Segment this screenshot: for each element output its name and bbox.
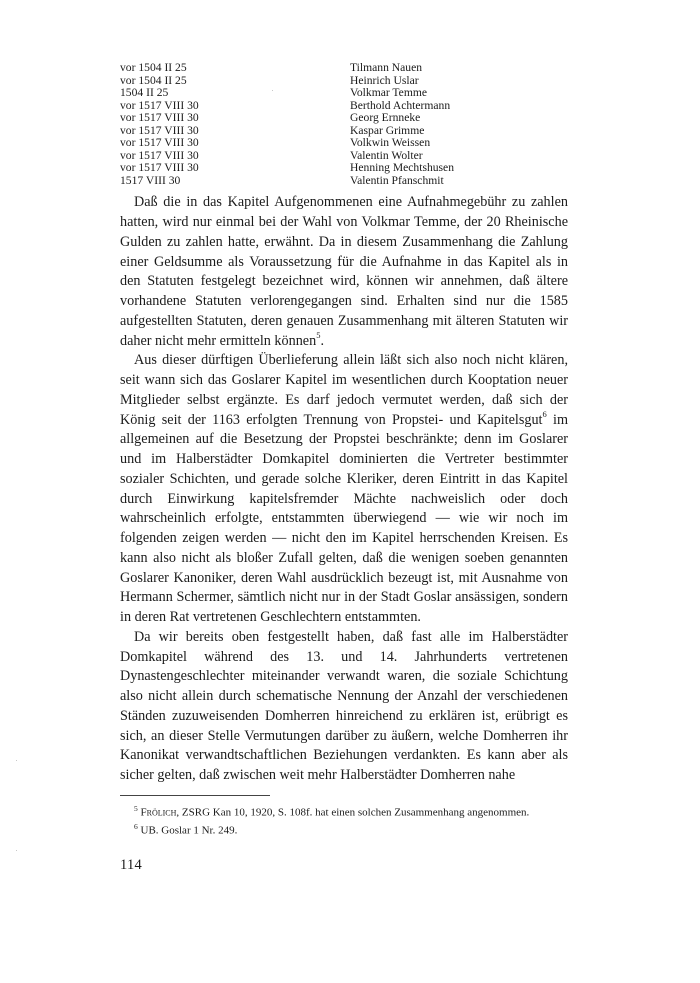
table-name: Berthold Achtermann (350, 98, 451, 112)
paragraph-2 (120, 351, 568, 628)
table-name: Tilmann Nauen (350, 61, 423, 74)
paragraph-1 (120, 193, 568, 351)
table-date: vor 1517 VIII 30 (120, 136, 199, 150)
table-name: Volkmar Temme (350, 86, 428, 100)
table-row (120, 87, 568, 100)
table-date: vor 1504 II 25 (120, 73, 187, 87)
paragraph-1-text: Daß die in das Kapitel Aufgenommenen eine Aufnahmegebühr zu zahlen hatten, wird nur einmal bei der Wahl von Volkmar Temme, der 20 Rheinische Gulden zu zahlen hatte, erwähnt. Da in diesem Zusammenhang die Zahlung einer Geldsumme als Voraussetzung für die Aufnahme in das Kapitel als in den Statuten festgelegt bezeichnet wird, können wir annehmen, daß ältere vorhandene Statuten verlorengegangen sind. Erhalten sind nur die 1585 aufgestellten Statuten, deren genauen Zusammenhang mit älteren Statuten wir daher nicht mehr ermitteln können (120, 194, 568, 349)
footnote-author: Frölich (140, 806, 177, 819)
table-row (120, 62, 568, 75)
table-row (120, 162, 568, 175)
footnotes (120, 802, 568, 837)
table-name: Valentin Wolter (350, 148, 423, 162)
table-name: Valentin Pfanschmit (350, 173, 444, 187)
table-date: 1517 VIII 30 (120, 173, 181, 187)
footnote-rule (120, 795, 270, 796)
table-row (120, 137, 568, 150)
paragraph-3: Da wir bereits oben festgestellt haben, daß fast alle im Halberstädter Domkapitel während des 13. und 14. Jahrhunderts vertretenen Dynastengeschlechter miteinander verwandt waren, die soziale Schichtung also nicht allein durch schematische Nennung der Anzahl der verschiedenen Ständen zuzuweisenden Domherren hinreichend zu erklären ist, erübrigt es sich, an dieser Stelle Vermutungen darüber zu äußern, welche Domherren ihr Kanonikat verwandtschaftlichen Beziehungen verdankten. Es kann aber als sicher gelten, daß zwischen weit mehr Halberstädter Domherren nahe (120, 628, 568, 784)
body-text (120, 193, 568, 786)
table-name: Georg Ernneke (350, 111, 421, 125)
scan-speck (272, 90, 273, 91)
footnote-6 (120, 820, 568, 838)
chronology-table (120, 62, 568, 187)
footnote-mark: 5 (134, 803, 138, 813)
footnote-mark: 6 (134, 821, 138, 831)
table-name: Kaspar Grimme (350, 123, 425, 137)
page-number: 114 (120, 857, 143, 874)
footnote-5 (120, 802, 568, 820)
table-name: Henning Mechtshusen (350, 161, 455, 175)
book-page (120, 62, 568, 874)
paragraph-2-text-b: im allgemeinen auf die Besetzung der Propstei beschränkte; denn im Goslarer und im Halberstädter Domkapitel dominierten die Vertreter bestimmter sozialer Schichten, und gerade solche Kleriker, deren Eintritt in das Kapitel durch Einwirkung kapitelsfremder Mächte nachweislich oder doch wahrscheinlich erfolgte, entstammten überwiegend — wie wir noch im folgenden zeigen werden — nicht den im Kapitel herrschenden Kreisen. Es kann also nicht als bloßer Zufall gelten, daß die wenigen soeben genannten Goslarer Kanoniker, deren Wahl ausdrücklich bezeugt ist, mit Ausnahme von Hermann Schermer, sämtlich nicht nur in der Stadt Goslar ansässigen, sondern in deren Rat vertretenen Geschlechtern entstammten. (120, 411, 568, 626)
paragraph-2-text-a: Aus dieser dürftigen Überlieferung allein läßt sich also noch nicht klären, seit wann sich das Goslarer Kapitel im wesentlichen durch Kooptation neuer Mitglieder selbst ergänzte. Es darf jedoch vermutet werden, daß sich der König seit der 1163 erfolgten Trennung von Propstei- und Kapitelsgut (120, 352, 568, 428)
table-row (120, 112, 568, 125)
table-date: vor 1517 VIII 30 (120, 111, 199, 125)
footnote-text: UB. Goslar 1 Nr. 249. (140, 824, 238, 837)
table-name: Volkwin Weissen (350, 136, 431, 150)
footnote-text: , ZSRG Kan 10, 1920, S. 108f. hat einen solchen Zusammenhang angenommen. (176, 806, 530, 819)
footnote-ref-6: 6 (542, 408, 547, 419)
table-name: Heinrich Uslar (350, 73, 419, 87)
footnote-ref-5: 5 (316, 329, 321, 340)
table-date: vor 1517 VIII 30 (120, 123, 199, 137)
table-row (120, 75, 568, 88)
table-row (120, 175, 568, 188)
paragraph-1-end: . (320, 332, 324, 349)
table-date: vor 1517 VIII 30 (120, 161, 199, 175)
table-date: vor 1517 VIII 30 (120, 148, 199, 162)
table-date: vor 1517 VIII 30 (120, 98, 199, 112)
scan-speck (16, 760, 17, 761)
table-date: 1504 II 25 (120, 86, 169, 100)
scan-speck (16, 850, 17, 851)
table-date: vor 1504 II 25 (120, 61, 187, 74)
